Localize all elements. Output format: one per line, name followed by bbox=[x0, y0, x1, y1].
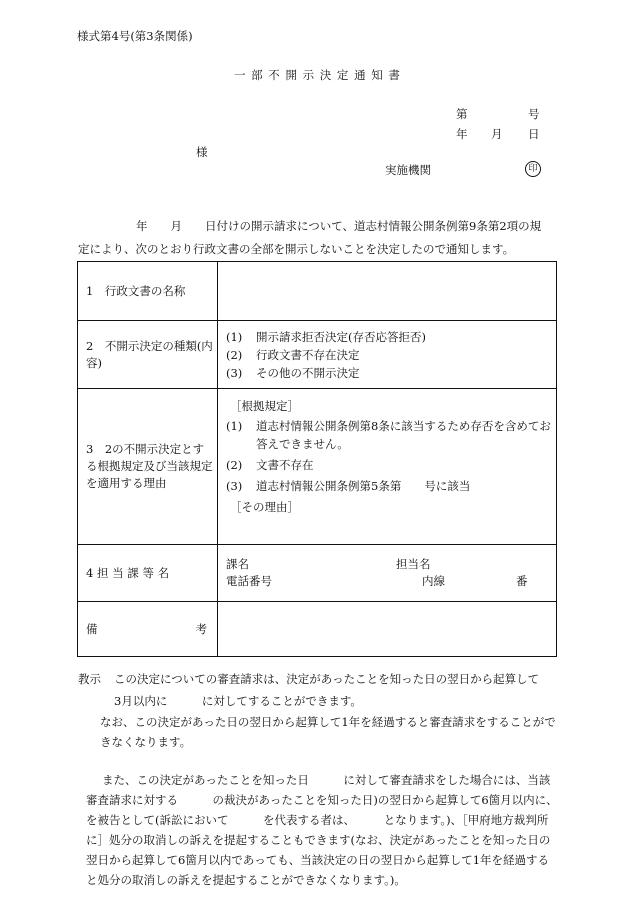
legal-basis-item-1: (1) 道志村情報公開条例第8条に該当するため存否を含めてお答えできません。 bbox=[226, 419, 551, 451]
extension-label: 内線 bbox=[422, 574, 445, 588]
decision-type-label: 2 不開示決定の種類(内容) bbox=[78, 321, 218, 389]
legal-basis-item-3: (3) 道志村情報公開条例第5条第 号に該当 bbox=[226, 479, 471, 493]
date-year: 年 bbox=[456, 127, 468, 141]
notice-line-1: 教示 この決定についての審査請求は、決定があったことを知った日の翌日から起算して bbox=[78, 669, 560, 689]
row-legal-basis bbox=[78, 389, 557, 545]
person-label: 担当名 bbox=[396, 557, 431, 571]
legal-basis-label: 3 2の不開示決定とする根拠規定及び当該規定を適用する理由 bbox=[78, 389, 218, 545]
row-contact bbox=[78, 545, 557, 602]
section-name-label: 課名 bbox=[226, 557, 249, 571]
notice-line-2: 3月以内に に対してすることができます。 bbox=[114, 694, 362, 708]
legal-basis-item-2: (2) 文書不存在 bbox=[226, 458, 314, 472]
reason-heading: ［その理由］ bbox=[230, 500, 299, 514]
remarks-value bbox=[218, 602, 557, 657]
decision-type-value bbox=[218, 321, 557, 389]
notice-paragraph-2: なお、この決定があった日の翌日から起算して1年を経過すると審査請求をすることができなくなります。 bbox=[100, 715, 556, 749]
number-prefix: 第 bbox=[456, 107, 468, 121]
phone-label: 電話番号 bbox=[226, 574, 272, 588]
notice-paragraph-3: また、この決定があったことを知った日 に対して審査請求をした場合には、当該審査請求に対する の裁決があったことを知った日)の翌日から起算して6箇月以内に、 を被告として(訴訟において を代表する者は、 となります。)、［甲府地方裁判所に］処分の取消しの訴えを提起することもできます(なお、決定があったことを知った日の翌日から起算して6箇月以内であっても、当該決定の日の翌日から起算して1年を経過すると処分の取消しの訴えを提起することができなくなります。)。 bbox=[86, 773, 587, 887]
recipient-suffix: 様 bbox=[196, 145, 208, 159]
intro-text bbox=[78, 215, 558, 261]
document-name-label: 1 行政文書の名称 bbox=[78, 262, 218, 321]
row-decision-type bbox=[78, 321, 557, 389]
decision-type-item-3: (3) その他の不開示決定 bbox=[226, 365, 360, 380]
row-remarks bbox=[78, 602, 557, 657]
seal-mark: 印 bbox=[525, 161, 541, 177]
intro-line-1: 年 月 日付けの開示請求について、道志村情報公開条例第9条第2項の規 bbox=[136, 219, 542, 233]
page-title: 一 部 不 開 示 決 定 通 知 書 bbox=[234, 68, 401, 82]
document-name-value bbox=[218, 262, 557, 321]
legal-basis-value bbox=[218, 389, 557, 545]
form-number: 様式第4号(第3条関係) bbox=[77, 29, 193, 43]
remarks-label: 備 考 bbox=[78, 602, 218, 657]
legal-basis-heading: ［根拠規定］ bbox=[230, 399, 299, 413]
decision-table bbox=[77, 261, 557, 657]
date-month: 月 bbox=[491, 127, 503, 141]
agency-label: 実施機関 bbox=[385, 163, 431, 177]
intro-line-2: 定により、次のとおり行政文書の全部を開示しないことを決定したので通知します。 bbox=[78, 242, 515, 256]
contact-value bbox=[218, 545, 557, 602]
notice-label: 教示 bbox=[78, 672, 101, 686]
extension-suffix: 番 bbox=[516, 574, 528, 588]
decision-type-item-1: (1) 開示請求拒否決定(存否応答拒否) bbox=[226, 329, 426, 344]
number-suffix: 号 bbox=[528, 107, 540, 121]
row-document-name bbox=[78, 262, 557, 321]
decision-type-item-2: (2) 行政文書不存在決定 bbox=[226, 347, 360, 362]
contact-label: 4 担 当 課 等 名 bbox=[78, 545, 218, 602]
instruction-notice bbox=[78, 669, 587, 890]
date-day: 日 bbox=[528, 127, 540, 141]
